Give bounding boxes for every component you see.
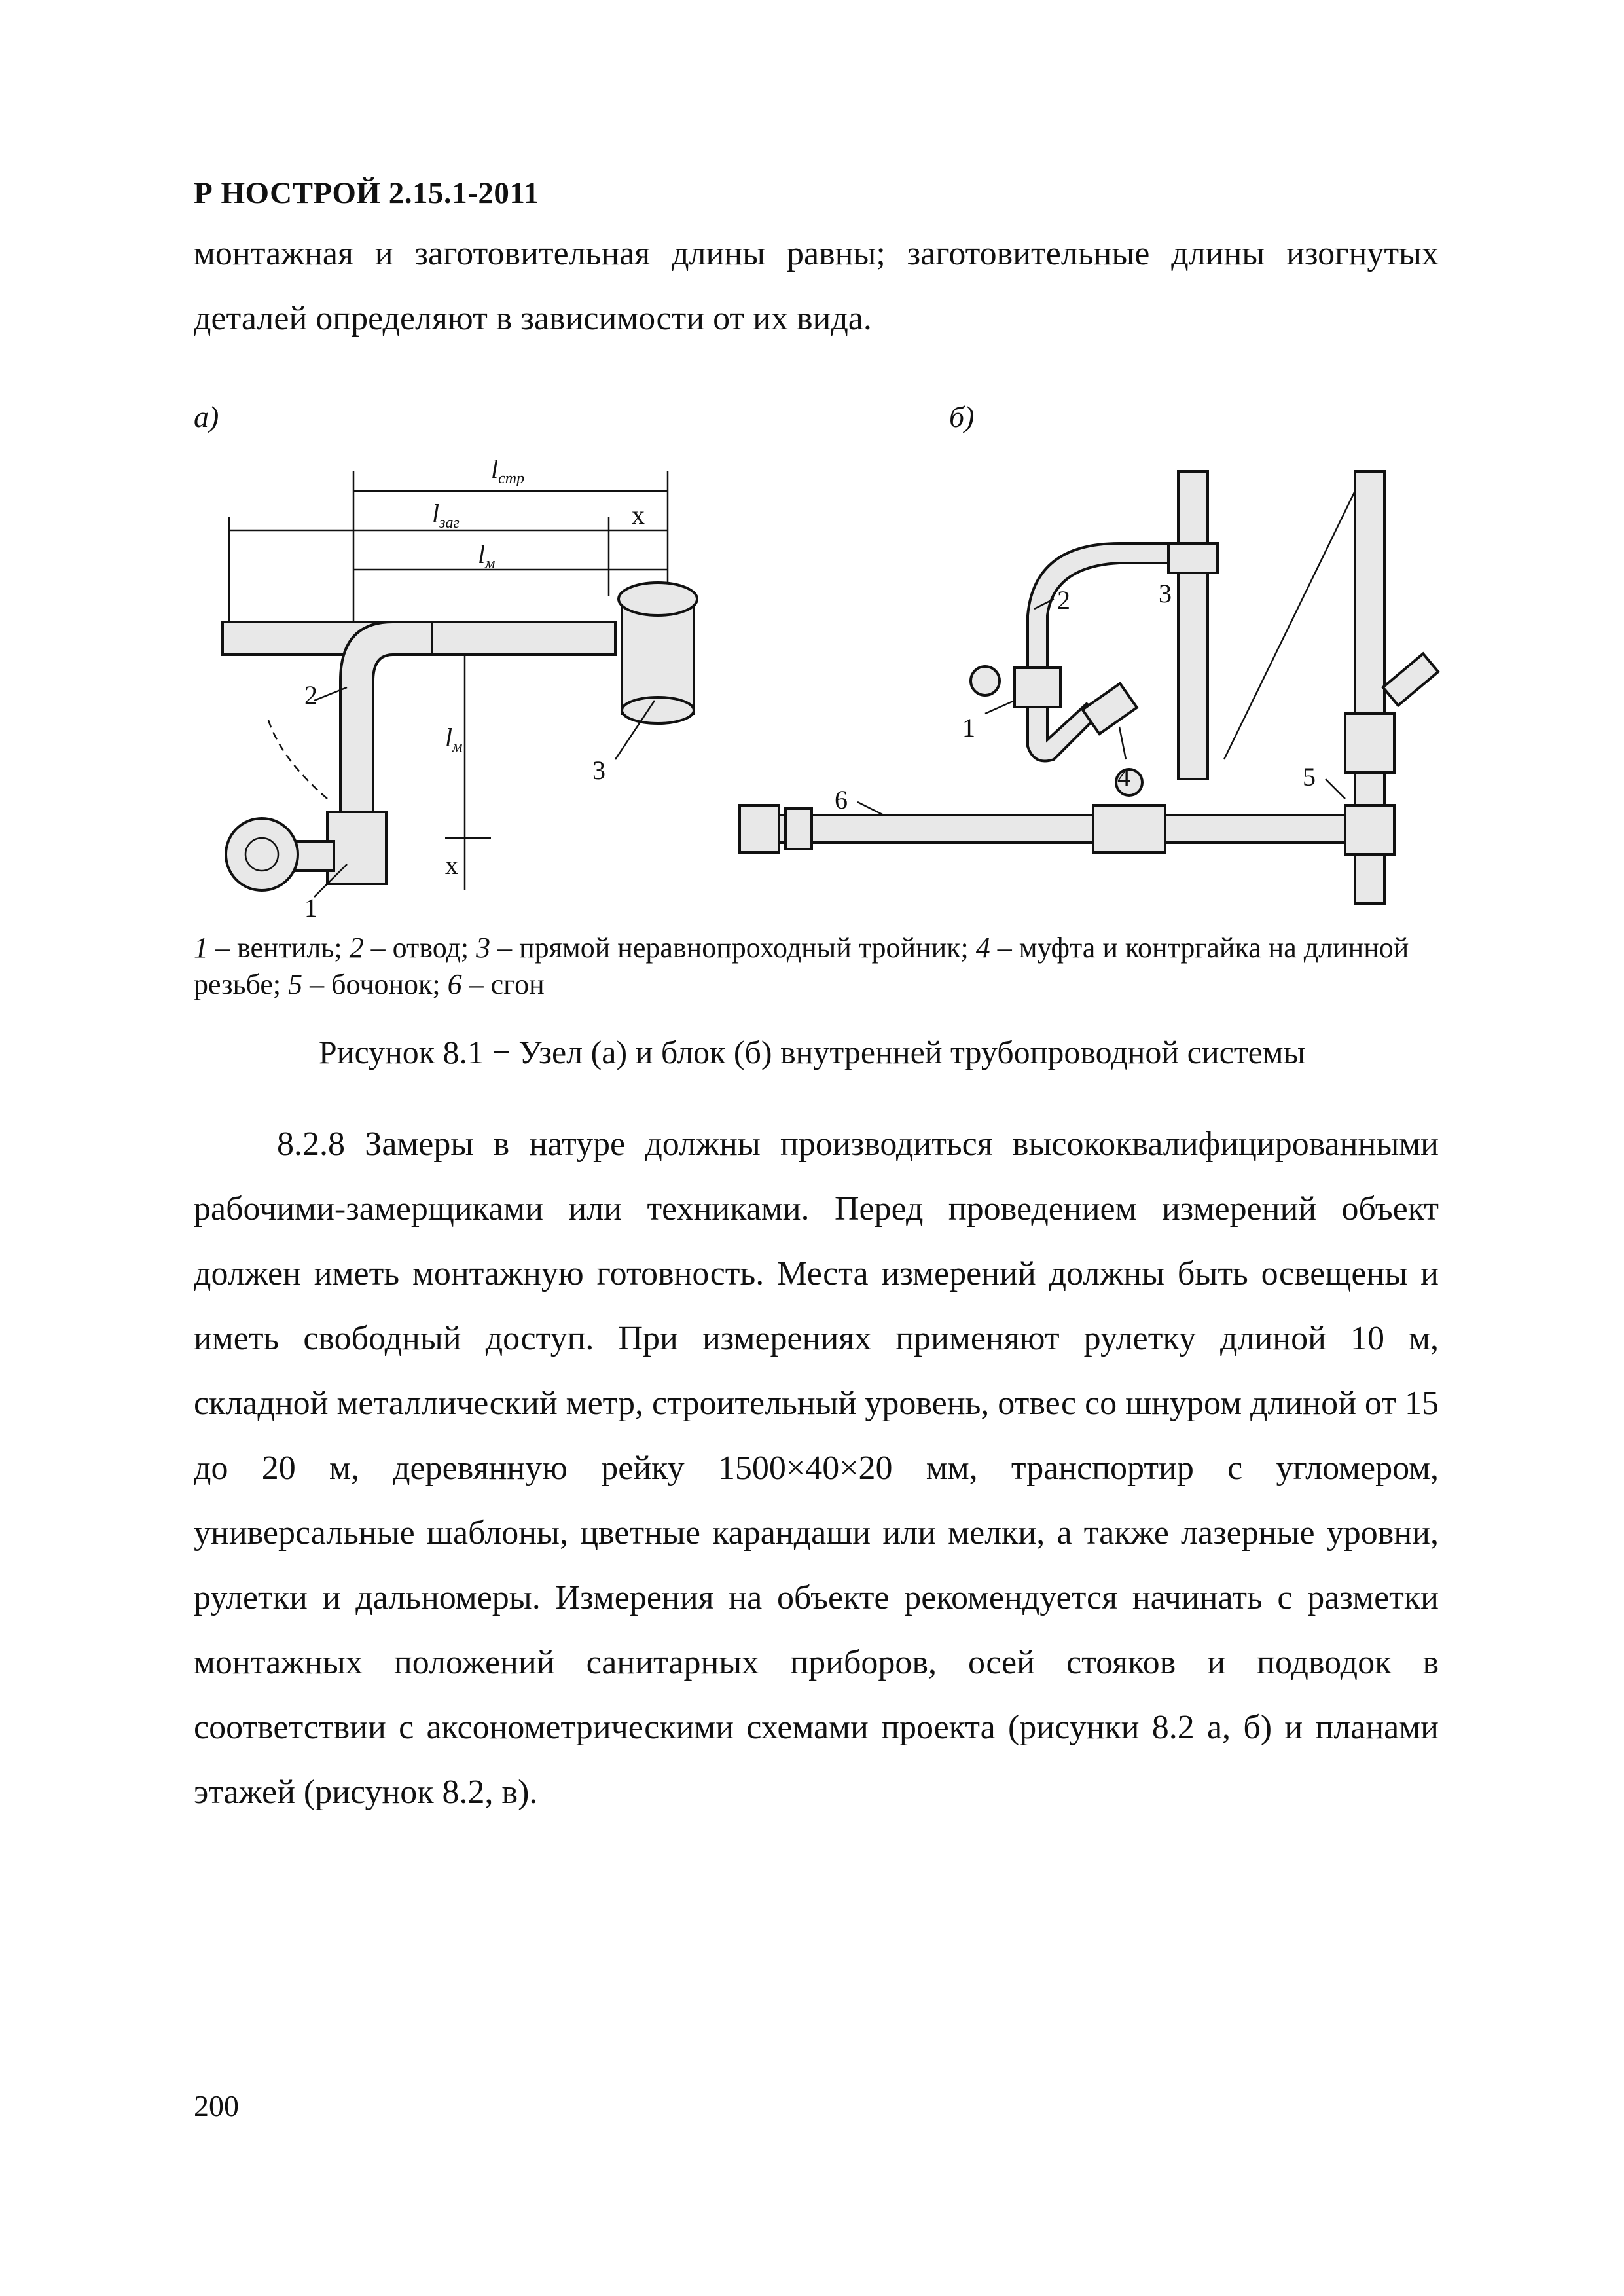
legend-num-5: 5 [288,968,303,1000]
legend-num-4: 4 [975,932,990,964]
legend-num-6: 6 [447,968,462,1000]
dim-x-top: x [632,500,645,530]
legend-num-2: 2 [349,932,364,964]
legend-text-6: – сгон [461,968,545,1000]
figure-a-assembly-drawing [196,445,759,930]
legend-text-5: – бочонок; [302,968,448,1000]
callout-a-3: 3 [592,756,605,785]
callout-b-3: 3 [1159,579,1172,608]
callout-b-4: 4 [1117,762,1130,792]
callout-b-1: 1 [962,713,975,742]
legend-num-1: 1 [194,932,208,964]
legend-text-1: – вентиль; [208,932,350,964]
callout-a-1: 1 [304,893,317,922]
legend-text-2: – отвод; [363,932,477,964]
legend-text-3: – прямой неравнопроходный тройник; [490,932,976,964]
figure-label-b: б) [949,400,975,433]
dim-x-bottom: x [445,850,458,880]
dim-l-zag: $l_{заг}$ [432,499,460,532]
main-paragraph: 8.2.8 Замеры в натуре должны производиться высококвалифицированными рабочими-замерщиками или техниками. Перед проведением измерений объект должен иметь монтажную готовность. Места измерений должны быть освещены и иметь свободный доступ. При измерениях применяют рулетку длиной 10 м, складной металлический метр, строительный уровень, отвес со шнуром длиной от 15 до 20 м, деревянную рейку 1500×40×20 мм, транспортир с угломером, универсальные шаблоны, цветные карандаши или мелки, а также лазерные уровни, рулетки и дальномеры. Измерения на объекте рекомендуется начинать с разметки монтажных положений санитарных приборов, осей стояков и подводок в соответствии с аксонометрическими схемами проекта (рисунки 8.2 а, б) и планами этажей (рисунок 8.2, в). [194,1125,1439,1811]
figure-title: Рисунок 8.1 − Узел (а) и блок (б) внутренней трубопроводной системы [318,1034,1306,1070]
document-header: Р НОСТРОЙ 2.15.1-2011 [194,176,539,210]
dim-l-m-vertical: $l_м$ [445,723,463,756]
figure-b-block-drawing [727,452,1447,930]
figure-legend [194,930,1439,1003]
dim-l-str: $l_{стр}$ [491,454,525,487]
page-number: 200 [194,2089,239,2123]
legend-num-3: 3 [476,932,491,964]
callout-b-6: 6 [835,785,848,814]
dim-l-m-horizontal: $l_м$ [478,539,496,572]
legend-text-4: – муфта и контргайка на длинной резьбе; [194,932,1409,1000]
callout-b-2: 2 [1057,585,1070,615]
callout-a-2: 2 [304,680,317,710]
intro-paragraph: монтажная и заготовительная длины равны; заготовительные длины изогнутых деталей определяют в зависимости от их вида. [194,235,1439,337]
figure-label-a: а) [194,400,219,433]
callout-b-5: 5 [1303,762,1316,792]
